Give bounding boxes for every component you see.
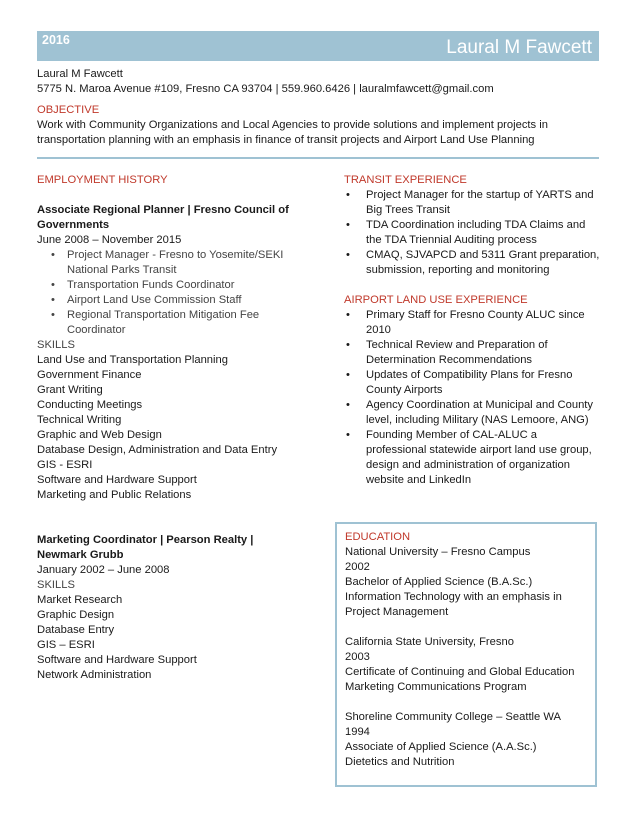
list-item: • CMAQ, SJVAPCD and 5311 Grant preparation, submission, reporting and monitoring	[344, 248, 600, 278]
school-name: National University – Fresno Campus	[345, 546, 531, 558]
header-name: Laural M Fawcett	[446, 37, 592, 58]
job-title: Associate Regional Planner | Fresno Council of Governments	[37, 204, 289, 231]
transit-heading: TRANSIT EXPERIENCE	[344, 174, 467, 186]
skill-item: Graphic Design	[37, 609, 115, 621]
school-focus: Information Technology with an emphasis in Project Management	[345, 591, 562, 618]
list-item: • Project Manager - Fresno to Yosemite/SEKI National Parks Transit	[37, 248, 305, 278]
list-item: • Regional Transportation Mitigation Fee Coordinator	[37, 308, 305, 338]
objective-section	[37, 103, 599, 148]
school-year: 2002	[345, 561, 370, 573]
skill-item: Technical Writing	[37, 414, 122, 426]
job-dates: January 2002 – June 2008	[37, 564, 170, 576]
experience-column	[344, 173, 600, 488]
skills-label: SKILLS	[37, 339, 75, 351]
skill-item: GIS – ESRI	[37, 639, 95, 651]
skill-item: Network Administration	[37, 669, 152, 681]
education-heading: EDUCATION	[345, 531, 411, 543]
list-item: • Technical Review and Preparation of Determination Recommendations	[344, 338, 600, 368]
skill-item: Software and Hardware Support	[37, 474, 197, 486]
contact-block	[37, 67, 599, 97]
school-year: 2003	[345, 651, 370, 663]
list-item: • TDA Coordination including TDA Claims and the TDA Triennial Auditing process	[344, 218, 600, 248]
skill-item: Database Entry	[37, 624, 115, 636]
airport-bullets	[344, 308, 600, 488]
school-year: 1994	[345, 726, 370, 738]
school-degree: Bachelor of Applied Science (B.A.Sc.)	[345, 576, 533, 588]
list-item: • Transportation Funds Coordinator	[37, 278, 305, 293]
employment-heading: EMPLOYMENT HISTORY	[37, 174, 168, 186]
list-item: • Agency Coordination at Municipal and County level, including Military (NAS Lemoore, ANG)	[344, 398, 600, 428]
skill-item: GIS - ESRI	[37, 459, 93, 471]
skill-item: Government Finance	[37, 369, 142, 381]
list-item: • Primary Staff for Fresno County ALUC since 2010	[344, 308, 600, 338]
objective-heading: OBJECTIVE	[37, 104, 100, 116]
job-bullets	[37, 248, 305, 338]
employment-column	[37, 173, 305, 683]
header-band	[37, 31, 599, 61]
list-item: • Project Manager for the startup of YARTS and Big Trees Transit	[344, 188, 600, 218]
school-focus: Dietetics and Nutrition	[345, 756, 455, 768]
airport-heading: AIRPORT LAND USE EXPERIENCE	[344, 294, 528, 306]
contact-name: Laural M Fawcett	[37, 68, 123, 80]
list-item: • Airport Land Use Commission Staff	[37, 293, 305, 308]
skill-item: Conducting Meetings	[37, 399, 143, 411]
skill-item: Database Design, Administration and Data Entry	[37, 444, 278, 456]
school-focus: Marketing Communications Program	[345, 681, 527, 693]
school-degree: Certificate of Continuing and Global Education	[345, 666, 575, 678]
contact-details: 5775 N. Maroa Avenue #109, Fresno CA 93704 | 559.960.6426 | lauralmfawcett@gmail.com	[37, 83, 494, 95]
section-divider	[37, 157, 599, 159]
list-item: • Founding Member of CAL-ALUC a professional statewide airport land use group, design and administration of organization website and LinkedIn	[344, 428, 600, 488]
job-title: Marketing Coordinator | Pearson Realty | Newmark Grubb	[37, 534, 254, 561]
school-name: California State University, Fresno	[345, 636, 514, 648]
skill-item: Marketing and Public Relations	[37, 489, 192, 501]
skill-item: Land Use and Transportation Planning	[37, 354, 228, 366]
list-item: • Updates of Compatibility Plans for Fresno County Airports	[344, 368, 600, 398]
objective-text: Work with Community Organizations and Local Agencies to provide solutions and implement projects in transportation planning with an emphasis in finance of transit projects and Airport Land Use Planning	[37, 119, 548, 146]
transit-bullets	[344, 188, 600, 278]
school-name: Shoreline Community College – Seattle WA	[345, 711, 561, 723]
skills-label: SKILLS	[37, 579, 75, 591]
skill-item: Graphic and Web Design	[37, 429, 162, 441]
school-degree: Associate of Applied Science (A.A.Sc.)	[345, 741, 537, 753]
skill-item: Grant Writing	[37, 384, 103, 396]
header-year: 2016	[42, 33, 70, 47]
skill-item: Market Research	[37, 594, 123, 606]
education-box	[335, 522, 597, 787]
job-dates: June 2008 – November 2015	[37, 234, 182, 246]
skill-item: Software and Hardware Support	[37, 654, 197, 666]
